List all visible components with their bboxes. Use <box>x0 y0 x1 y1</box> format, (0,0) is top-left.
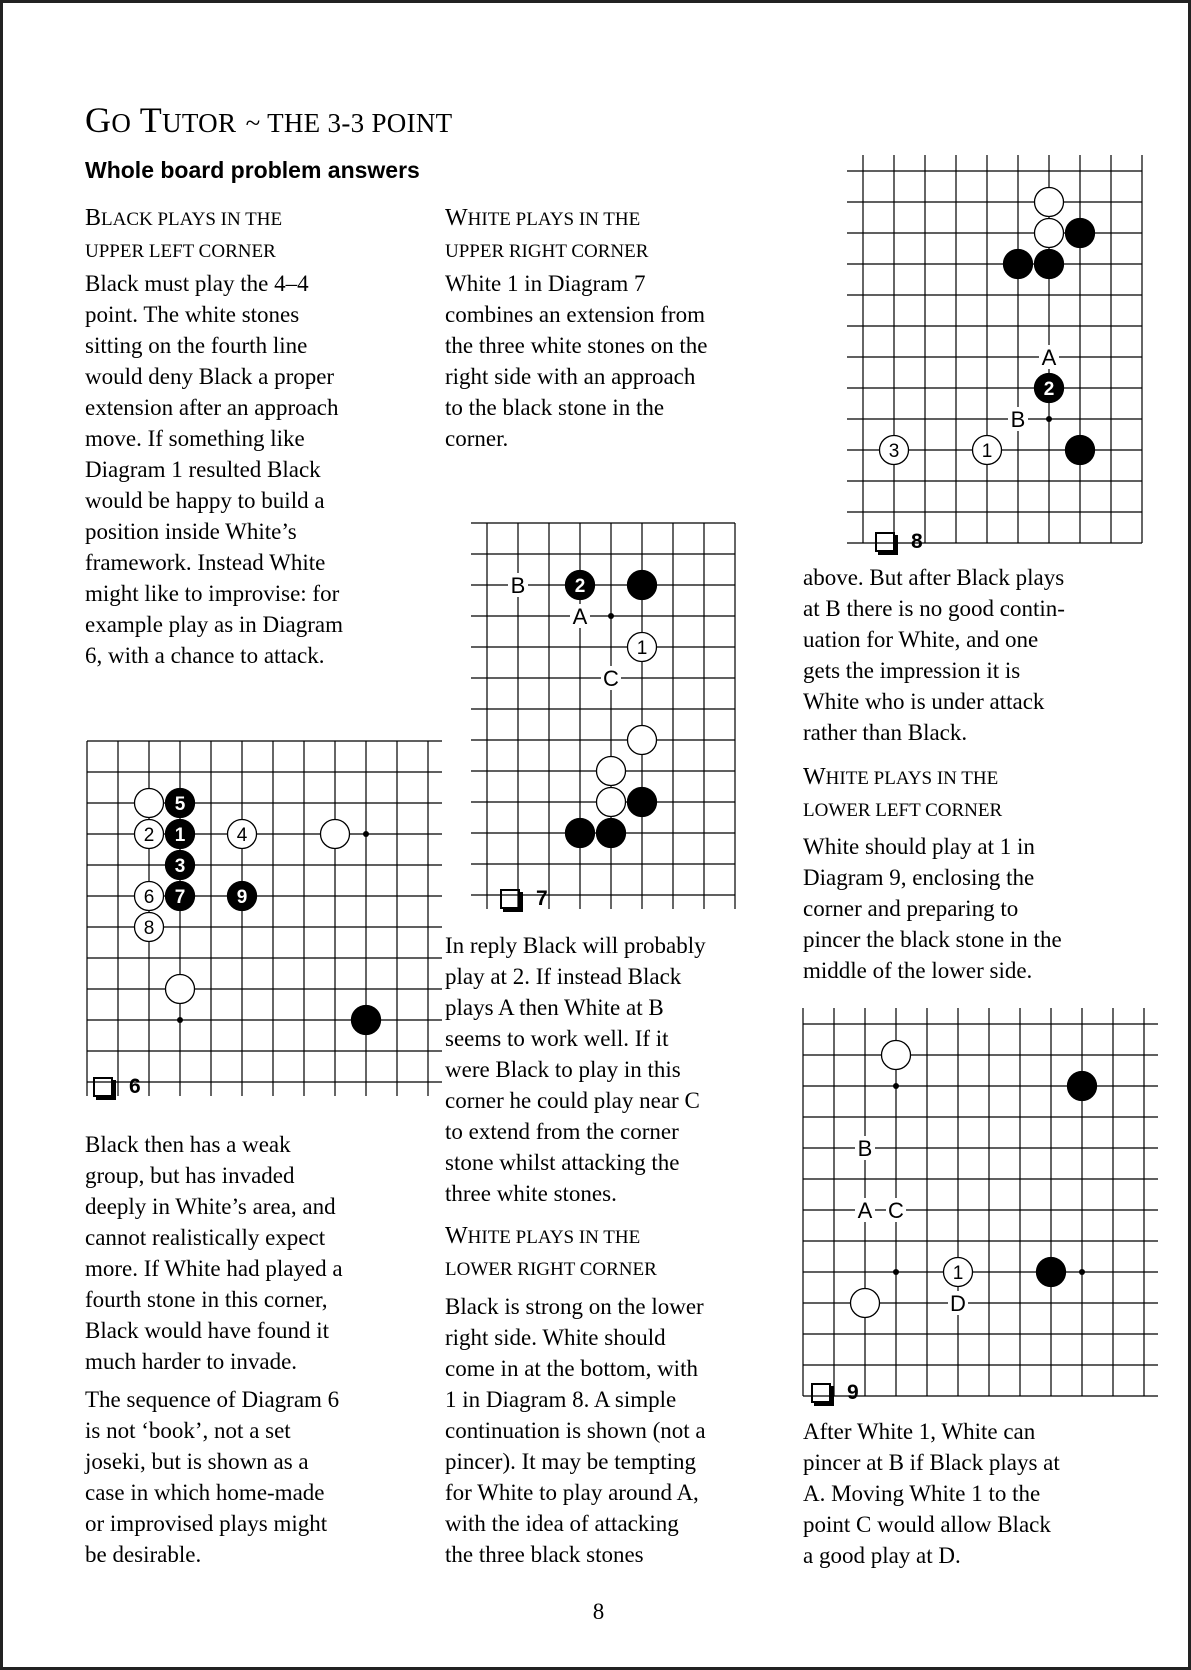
black-stone <box>352 1006 381 1035</box>
hoshi-point <box>177 1017 183 1023</box>
paragraph-upper-left: Black must play the 4–4 point. The white stones sitting on the fourth line would deny Black a proper extension after an approach move. If something like Diagram 1 resulted Black would be happy to build a position inside White’s framework. Instead White might like to improvise: for example play as in Diagram 6, with a chance to attack. <box>85 271 344 668</box>
section-heading-lower-right: WHITE PLAYS IN THE LOWER RIGHT CORNER <box>445 1223 657 1280</box>
stone-number: 1 <box>174 825 186 846</box>
stone-number: 5 <box>174 794 186 815</box>
black-stone <box>1035 250 1064 279</box>
hoshi-point <box>893 1269 899 1275</box>
white-stone <box>166 975 195 1004</box>
black-stone-2 <box>1035 374 1064 403</box>
letter-marker-A: A <box>1041 345 1057 370</box>
hoshi-point <box>608 613 614 619</box>
white-stone-3 <box>880 436 909 465</box>
white-stone <box>851 1289 880 1318</box>
checkbox-icon <box>811 1383 831 1403</box>
white-stone <box>597 788 626 817</box>
letter-marker-D: D <box>950 1291 966 1316</box>
stone-number: 7 <box>174 887 186 908</box>
black-stone-5 <box>166 789 195 818</box>
white-stone-8 <box>135 913 164 942</box>
black-stone-2 <box>566 571 595 600</box>
paragraph-upper-right: White 1 in Diagram 7 combines an extension from the three white stones on the right side with an approach to the black stone in the corner. <box>445 271 708 451</box>
paragraph-reply: In reply Black will probably play at 2. If instead Black plays A then White at B seems to work well. If it were Black to play in this corner he could play near C to extend from the corner stone whilst attacking the three white stones. <box>445 933 706 1206</box>
stone-number: 8 <box>143 918 155 939</box>
black-stone-7 <box>166 882 195 911</box>
hoshi-point <box>363 831 369 837</box>
white-stone-6 <box>135 882 164 911</box>
stone-number: 3 <box>888 441 900 462</box>
stone-number: 1 <box>981 441 993 462</box>
stone-number: 3 <box>174 856 186 877</box>
black-stone <box>1068 1072 1097 1101</box>
checkbox-icon <box>875 532 895 552</box>
black-stone <box>1037 1258 1066 1287</box>
white-stone-4 <box>228 820 257 849</box>
diagram-8-board <box>847 155 1112 515</box>
diagram-8-caption: 8 <box>875 530 923 554</box>
diagram-9-board <box>801 1008 1131 1368</box>
diagram-7-caption: 7 <box>500 887 548 911</box>
white-stone <box>1035 188 1064 217</box>
paragraph-sequence: The sequence of Diagram 6 is not ‘book’, not a set joseki, but is shown as a case in which home-made or improvised plays might be desirable. <box>85 1387 340 1567</box>
paragraph-lower-left: White should play at 1 in Diagram 9, enclosing the corner and preparing to pincer the black stone in the middle of the lower side. <box>803 834 1062 983</box>
letter-marker-B: B <box>510 573 526 598</box>
stone-number: 1 <box>636 638 648 659</box>
black-stone <box>628 788 657 817</box>
section-heading-upper-left: BLACK PLAYS IN THE UPPER LEFT CORNER <box>85 205 283 262</box>
white-stone <box>321 820 350 849</box>
white-stone <box>597 757 626 786</box>
diagram-6-board <box>85 739 415 1064</box>
paragraph-after-white: After White 1, White can pincer at B if Black plays at A. Moving White 1 to the point C would allow Black a good play at D. <box>803 1419 1060 1568</box>
section-heading-upper-right: WHITE PLAYS IN THE UPPER RIGHT CORNER <box>445 205 649 262</box>
paragraph-lower-right: Black is strong on the lower right side. White should come in at the bottom, with 1 in Diagram 8. A simple continuation is shown (not a pincer). It may be tempting for White to play around A, with the idea of attacking the three black stones <box>445 1294 706 1567</box>
black-stone <box>597 819 626 848</box>
letter-marker-C: C <box>603 666 619 691</box>
white-stone <box>882 1041 911 1070</box>
black-stone <box>628 571 657 600</box>
stone-number: 2 <box>1043 379 1055 400</box>
diagram-7-board <box>471 521 706 876</box>
paragraph-weak-group: Black then has a weak group, but has invaded deeply in White’s area, and cannot realistically expect more. If White had played a fourth stone in this corner, Black would have found it much harder to invade. <box>85 1132 343 1374</box>
section-heading-lower-left: WHITE PLAYS IN THE LOWER LEFT CORNER <box>803 764 1003 821</box>
letter-marker-B: B <box>1010 407 1026 432</box>
stone-number: 2 <box>143 825 155 846</box>
page-subtitle: Whole board problem answers <box>85 157 420 183</box>
letter-marker-B: B <box>857 1136 873 1161</box>
hoshi-point <box>1046 416 1052 422</box>
stone-number: 2 <box>574 576 586 597</box>
black-stone <box>1066 436 1095 465</box>
black-stone-1 <box>166 820 195 849</box>
checkbox-icon <box>93 1077 113 1097</box>
checkbox-icon <box>500 889 520 909</box>
diagram-6-caption: 6 <box>93 1075 141 1099</box>
white-stone-1 <box>944 1258 973 1287</box>
white-stone <box>135 789 164 818</box>
letter-marker-A: A <box>572 604 588 629</box>
paragraph-above: above. But after Black plays at B there is no good contin- uation for White, and one gets the impression it is White who is under attack rather than Black. <box>803 565 1065 745</box>
page-title: GO TUTOR ~ THE 3-3 POINT <box>85 100 453 140</box>
white-stone-1 <box>628 633 657 662</box>
black-stone <box>1066 219 1095 248</box>
page-number: 8 <box>592 1599 605 1624</box>
stone-number: 9 <box>236 887 248 908</box>
stone-number: 1 <box>952 1263 964 1284</box>
black-stone <box>1004 250 1033 279</box>
white-stone <box>628 726 657 755</box>
hoshi-point <box>893 1083 899 1089</box>
white-stone-2 <box>135 820 164 849</box>
black-stone <box>566 819 595 848</box>
stone-number: 6 <box>143 887 155 908</box>
letter-marker-A: A <box>857 1198 873 1223</box>
d8-grid <box>847 155 1142 543</box>
diagram-9-caption: 9 <box>811 1381 859 1405</box>
white-stone-1 <box>973 436 1002 465</box>
stone-number: 4 <box>236 825 248 846</box>
hoshi-point <box>1079 1269 1085 1275</box>
black-stone-9 <box>228 882 257 911</box>
white-stone <box>1035 219 1064 248</box>
black-stone-3 <box>166 851 195 880</box>
letter-marker-C: C <box>888 1198 904 1223</box>
